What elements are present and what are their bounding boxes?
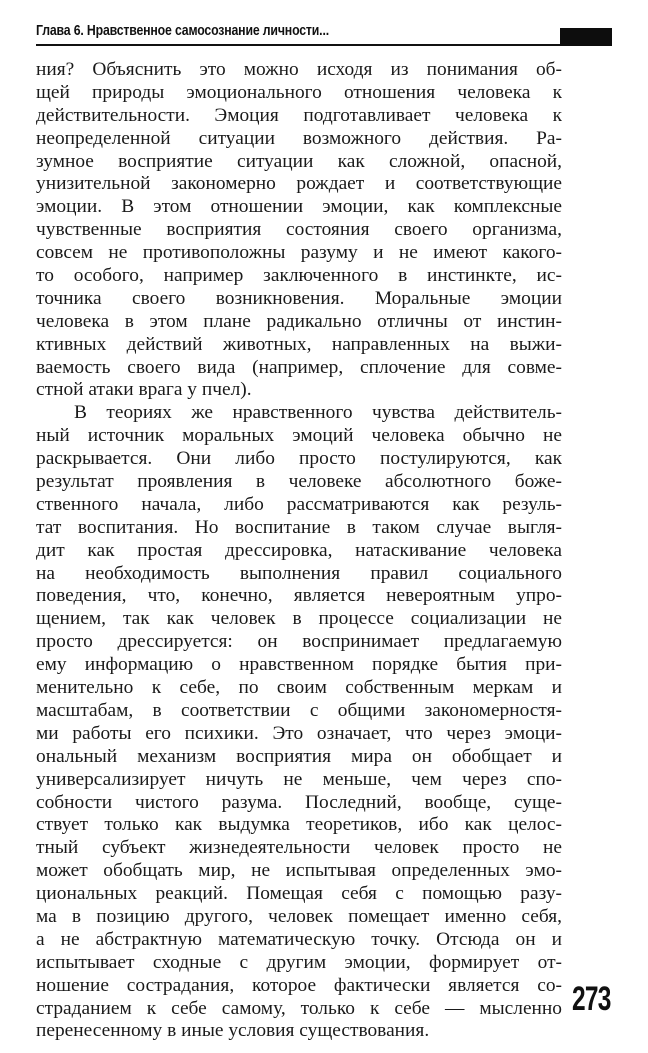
text-line: действительности. Эмоция подготавливает человека к <box>36 104 562 126</box>
text-line: зумное восприятие ситуации как сложной, опасной, <box>36 150 562 172</box>
text-line: циональных реакций. Помещая себя с помощью разу- <box>36 883 562 905</box>
text-line: на необходимость выполнения правил социального <box>36 562 562 584</box>
text-line: ствует только как выдумка теоретиков, ибо как целос- <box>36 814 562 836</box>
text-line: ный источник моральных эмоций человека обычно не <box>36 425 562 447</box>
text-line: ма в позицию другого, человек помещает именно себя, <box>36 905 562 927</box>
text-line: поведения, что, конечно, является невероятным упро- <box>36 585 562 607</box>
text-line: менительно к себе, по своим собственным меркам и <box>36 677 562 699</box>
text-line: ему информацию о нравственном порядке бытия при- <box>36 654 562 676</box>
text-line: человека в этом плане радикально отличны от инстин- <box>36 310 562 332</box>
text-line: масштабам, в соответствии с общими закономерностя- <box>36 699 562 721</box>
text-line: ональный механизм восприятия мира он обобщает и <box>36 745 562 767</box>
text-line: совсем не противоположны разуму и не имеют какого- <box>36 242 562 264</box>
page-number: 273 <box>572 980 611 1018</box>
text-line: перенесенному в иные условия существования. <box>36 1020 430 1042</box>
text-line: эмоции. В этом отношении эмоции, как комплексные <box>36 196 562 218</box>
text-line: ми работы его психики. Это означает, что через эмоци- <box>36 722 562 744</box>
paragraph <box>36 402 562 1043</box>
header-rule <box>36 44 612 46</box>
text-line: дит как простая дрессировка, натаскивание человека <box>36 539 562 561</box>
running-head: Глава 6. Нравственное самосознание личности... <box>36 22 329 39</box>
text-line: раскрывается. Они либо просто постулируются, как <box>36 448 562 470</box>
text-line: ктивных действий животных, направленных на выжи- <box>36 333 562 355</box>
text-line: испытывает сходные с другим эмоции, формирует от- <box>36 951 562 973</box>
text-line: тный субъект жизнедеятельности человек просто не <box>36 837 562 859</box>
text-line: а не абстрактную математическую точку. Отсюда он и <box>36 928 562 950</box>
header-block-mark <box>560 28 612 46</box>
text-line: то особого, например заключенного в инстинкте, ис- <box>36 265 562 287</box>
text-line: В теориях же нравственного чувства действитель- <box>74 402 562 424</box>
text-line: неопределенной ситуации возможного действия. Ра- <box>36 127 562 149</box>
body-text <box>36 59 562 1043</box>
text-line: щением, так как человек в процессе социализации не <box>36 608 562 630</box>
text-line: ношение сострадания, которое фактически является со- <box>36 974 562 996</box>
text-line: ния? Объяснить это можно исходя из понимания об- <box>36 59 562 80</box>
text-line: собности чистого разума. Последний, вообще, суще- <box>36 791 562 813</box>
text-line: ственного начала, либо рассматриваются как резуль- <box>36 493 562 515</box>
text-line: результат проявления в человеке абсолютного боже- <box>36 471 562 493</box>
text-line: щей природы эмоционального отношения человека к <box>36 81 562 103</box>
text-line: просто дрессируется: он воспринимает предлагаемую <box>36 631 562 653</box>
text-line: страданием к себе самому, только к себе — мысленно <box>36 997 562 1019</box>
text-line: тат воспитания. Но воспитание в таком случае выгля- <box>36 516 562 538</box>
paragraph <box>36 59 562 402</box>
text-line: чувственные восприятия состояния своего организма, <box>36 219 562 241</box>
text-line: стной атаки врага у пчел). <box>36 379 252 401</box>
text-line: может обобщать мир, не испытывая определенных эмо- <box>36 860 562 882</box>
text-line: универсализирует ничуть не меньше, чем через спо- <box>36 768 562 790</box>
text-line: точника своего возникновения. Моральные эмоции <box>36 287 562 309</box>
text-line: ваемость своего вида (например, сплочение для совме- <box>36 356 562 378</box>
text-line: унизительной закономерно рождает и соответствующие <box>36 173 562 195</box>
